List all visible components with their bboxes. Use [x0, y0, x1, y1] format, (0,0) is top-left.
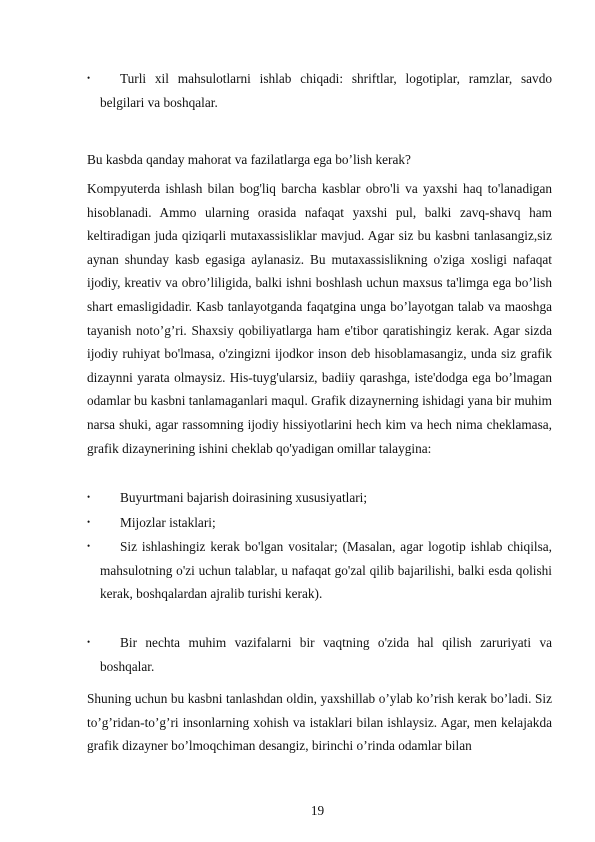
page-number: 19 [310, 803, 325, 818]
bullet-marker: • [87, 637, 91, 647]
bullet-item-tools: Siz ishlashingiz kerak bo'lgan vositalar; (Masalan, agar logotip ishlab chiqilsa, mahsulotning o'zi uchun talablar, u nafaqat go'zal qilib bajarilishi, balki esda qolishi kerak, boshqalardan ajralib turishi kerak). [100, 539, 552, 601]
bullet-marker: • [87, 73, 91, 83]
bullet-item-client-wishes: Mijozlar istaklari; [120, 515, 216, 530]
section-heading: Bu kasbda qanday mahorat va fazilatlarga ega bo’lish kerak? [87, 152, 411, 167]
bullet-marker: • [87, 492, 91, 502]
bullet-item-multitasking: Bir nechta muhim vazifalarni bir vaqtning o'zida hal qilish zaruriyati va boshqalar. [100, 635, 552, 674]
bullet-item-order-scope: Buyurtmani bajarish doirasining xususiyatlari; [120, 490, 368, 505]
bullet-marker: • [87, 541, 91, 551]
paragraph-main: Kompyuterda ishlash bilan bog'liq barcha kasblar obro'li va yaxshi haq to'lanadigan hisoblanadi. Ammo ularning orasida nafaqat yaxshi pul, balki zavq-shavq ham keltiradigan juda qiziqarli mutaxassisliklar mavjud. Agar siz bu kasbni tanlasangiz,siz aynan shunday kasb egasiga aylanasiz. Bu mutaxassislikning o'ziga xosligi nafaqat ijodiy, kreativ va obro’liligida, balki ishni boshlash uchun maxsus ta'limga ega bo’lish shart emasligidadir. Kasb tanlayotganda faqatgina unga bo’layotgan talab va maoshga tayanish noto’g’ri. Shaxsiy qobiliyatlarga ham e'tibor qaratishingiz kerak. Agar sizda ijodiy ruhiyat bo'lmasa, o'zingizni ijodkor inson deb hisoblamasangiz, unda siz grafik dizaynni yarata olmaysiz. His-tuyg'ularsiz, badiiy qarashga, iste'dodga ega bo’lmagan odamlar bu kasbni tanlamaganlari maqul. Grafik dizaynerning ishidagi yana bir muhim narsa shuki, agar rassomning ijodiy hissiyotlarini hech kim va hech nima cheklamasa, grafik dizaynerining ishini cheklab qo'yadigan omillar talaygina: [87, 181, 552, 456]
bullet-marker: • [87, 517, 91, 527]
paragraph-closing: Shuning uchun bu kasbni tanlashdan oldin, yaxshillab o’ylab ko’rish kerak bo’ladi. Siz to’g’ridan-to’g’ri insonlarning xohish va istaklari bilan ishlaysiz. Agar, men kelajakda grafik dizayner bo’lmoqchiman desangiz, birinchi o’rinda odamlar bilan [87, 691, 552, 754]
bullet-item-products: Turli xil mahsulotlarni ishlab chiqadi: shriftlar, logotiplar, ramzlar, savdo belgilari va boshqalar. [100, 71, 552, 110]
